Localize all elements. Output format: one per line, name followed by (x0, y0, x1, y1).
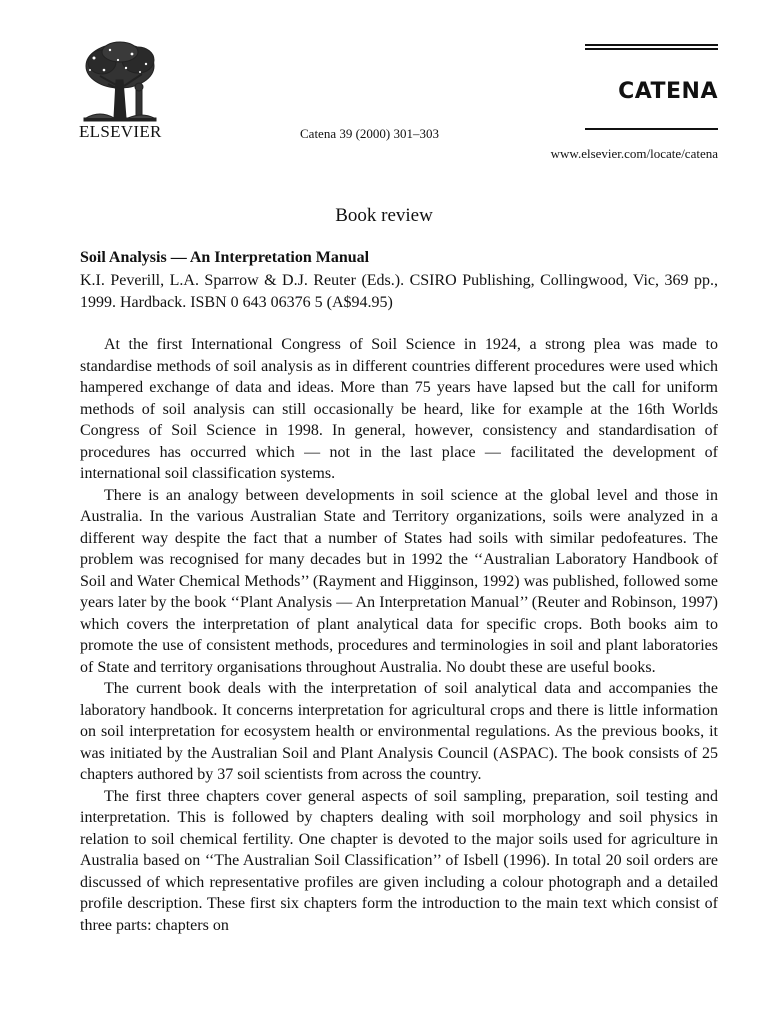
journal-bottom-rule (585, 128, 718, 132)
journal-citation: Catena 39 (2000) 301–303 (300, 126, 440, 141)
book-title: Soil Analysis — An Interpretation Manual (80, 249, 370, 266)
body-paragraph: There is an analogy between developments in soil science at the global level and those in Australia. In the various Australian State and Territory organizations, soils were analyzed in a different way despite the fact that a number of States had soils with similar pedofeatures. The problem was recognised for many decades but in 1992 the ‘‘Australian Laboratory Handbook of Soil and Water Chemical Methods’’ (Rayment and Higginson, 1992) was published, followed some years later by the book ‘‘Plant Analysis — An Interpretation Manual’’ (Reuter and Robinson, 1997) which covers the interpretation of plant analytical data for specific crops. Both books aim to promote the use of consistent methods, procedures and terminologies in soil and plant laboratories of State and territory organisations throughout Australia. No doubt these are useful books. (80, 486, 718, 676)
publisher-name: ELSEVIER (79, 122, 162, 141)
top-rule (585, 44, 718, 46)
section-title: Book review (335, 205, 433, 226)
journal-name: CATENA (618, 79, 718, 104)
elsevier-tree-logo (80, 40, 160, 126)
body-paragraph: The first three chapters cover general aspects of soil sampling, preparation, soil testing and interpretation. This is followed by chapters dealing with soil morphology and soil physics in relation to soil chemical fertility. One chapter is devoted to the major soils used for agriculture in Australia based on ‘‘The Australian Soil Classification’’ of Isbell (1996). In total 20 soil orders are discussed of which representative profiles are given including a colour photograph and a detailed profile description. These first six chapters form the introduction to the main text which consist of three parts: chapters on (80, 787, 718, 934)
bottom-rule (585, 128, 718, 130)
journal-url: www.elsevier.com/locate/catena (550, 146, 718, 161)
book-metadata: K.I. Peverill, L.A. Sparrow & D.J. Reuter (Eds.). CSIRO Publishing, Collingwood, Vic, 369 pp., 1999. Hardback. ISBN 0 643 06376 5 (A$94.95) (80, 272, 718, 311)
body-paragraph: At the first International Congress of Soil Science in 1924, a strong plea was made to standardise methods of soil analysis as in different countries different procedures were used which hampered exchange of data and ideas. More than 75 years have lapsed but the call for uniform methods of soil analysis can still occasionally be heard, like for example at the 16th Worlds Congress of Soil Science in 1998. In general, however, consistency and standardisation of procedures has occurred which — not in the last place — facilitated the development of international soil classification systems. (80, 336, 718, 482)
body-paragraph: The current book deals with the interpretation of soil analytical data and accompanies the laboratory handbook. It concerns interpretation for agricultural crops and there is little information on soil interpretation for ecosystem health or environmental regulations. As the previous books, it was initiated by the Australian Soil and Plant Analysis Council (ASPAC). The book consists of 25 chapters authored by 37 soil scientists from across the country. (80, 680, 718, 783)
journal-top-rules (585, 44, 718, 52)
top-rule (585, 48, 718, 50)
review-body (80, 334, 718, 936)
